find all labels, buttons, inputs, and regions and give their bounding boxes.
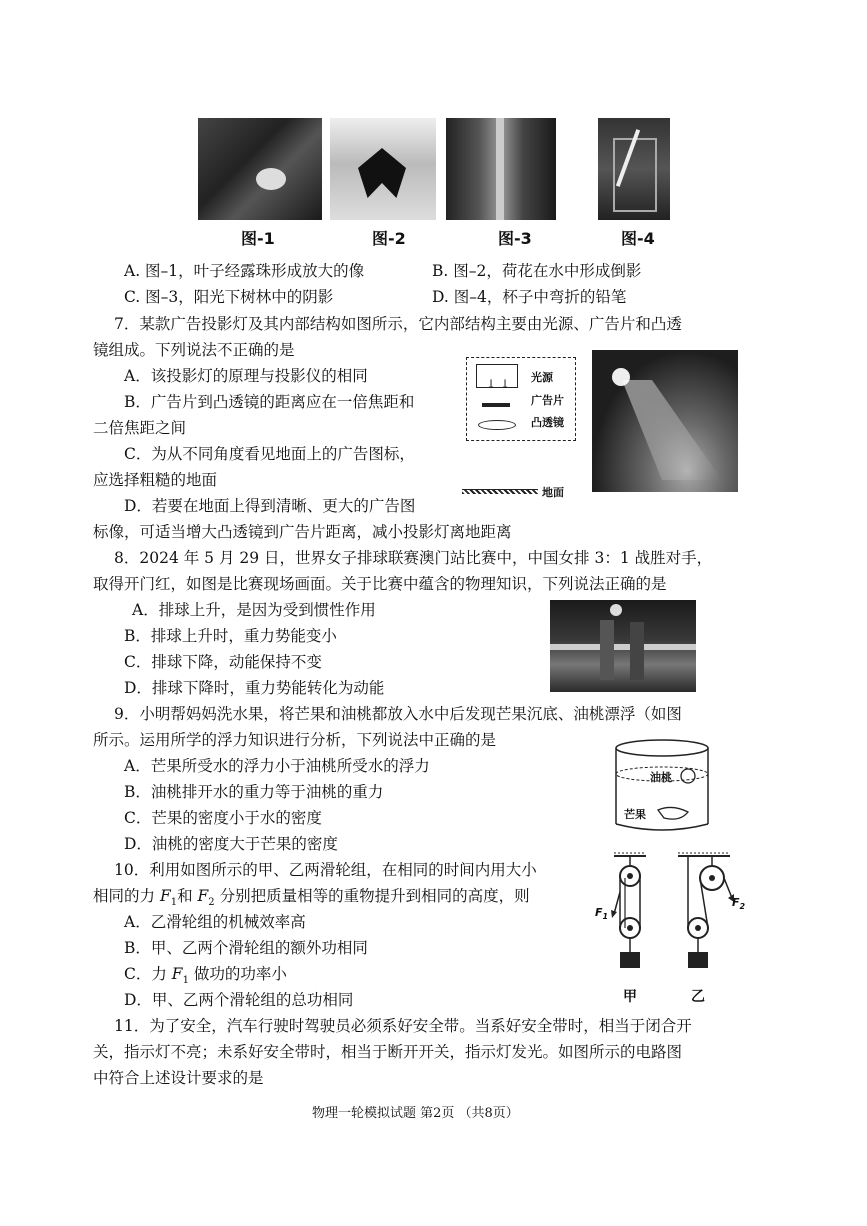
q7-option-d-2: 标像，可适当增大凸透镜到广告片距离，减小投影灯离地距离 bbox=[93, 523, 512, 541]
q9-stem-1: 9．小明帮妈妈洗水果，将芒果和油桃都放入水中后发现芒果沉底、油桃漂浮（如图 bbox=[114, 705, 682, 723]
page-footer: 物理一轮模拟试题 第2页 （共8页） bbox=[312, 1106, 519, 1121]
label-convex-lens: 凸透镜 bbox=[531, 416, 564, 429]
q10-f1-sub: 1 bbox=[170, 897, 178, 909]
q9-stem-2: 所示。运用所学的浮力知识进行分析，下列说法中正确的是 bbox=[93, 731, 497, 749]
figure-4-caption: 图-4 bbox=[621, 229, 655, 248]
label-light-source: 光源 bbox=[531, 371, 553, 384]
q7-stem-2: 镜组成。下列说法不正确的是 bbox=[93, 341, 295, 359]
figure-1-photo bbox=[198, 118, 322, 220]
q11-stem-2: 关，指示灯不亮；未系好安全带时，相当于断开开关，指示灯发光。如图所示的电路图 bbox=[93, 1043, 683, 1061]
label-f1 bbox=[595, 906, 608, 921]
q7-option-a: A．该投影灯的原理与投影仪的相同 bbox=[124, 367, 368, 385]
q10-option-c bbox=[124, 964, 287, 991]
arrow-right: ↓ bbox=[500, 377, 511, 391]
q7-stem-1: 7．某款广告投影灯及其内部结构如图所示，它内部结构主要由光源、广告片和凸透 bbox=[114, 315, 682, 333]
projector-photo bbox=[592, 350, 738, 492]
figure-2-photo bbox=[330, 118, 436, 220]
q10-stem-2b: 和 bbox=[177, 887, 198, 905]
q9-option-b: B．油桃排开水的重力等于油桃的重力 bbox=[124, 783, 384, 801]
q8-option-c: C．排球下降，动能保持不变 bbox=[124, 653, 322, 671]
volleyball-photo bbox=[550, 600, 696, 692]
q8-stem-2: 取得开门红，如图是比赛现场画面。关于比赛中蕴含的物理知识，下列说法正确的是 bbox=[93, 575, 667, 593]
q10-stem-2 bbox=[93, 886, 530, 913]
q7-option-b-1: B．广告片到凸透镜的距离应在一倍焦距和 bbox=[124, 393, 415, 411]
label-ad-film: 广告片 bbox=[531, 394, 564, 407]
q10-option-a: A．乙滑轮组的机械效率高 bbox=[124, 913, 306, 931]
q10-f2: F bbox=[197, 887, 209, 905]
light-source-box bbox=[476, 364, 518, 391]
q6-option-c: C. 图–3，阳光下树林中的阴影 bbox=[124, 288, 334, 306]
q9-option-a: A．芒果所受水的浮力小于油桃所受水的浮力 bbox=[124, 757, 430, 775]
q6-option-d: D. 图–4，杯子中弯折的铅笔 bbox=[432, 288, 627, 306]
q11-stem-3: 中符合上述设计要求的是 bbox=[93, 1069, 264, 1087]
q7-option-b-2: 二倍焦距之间 bbox=[93, 419, 187, 437]
q9-option-d: D．油桃的密度大于芒果的密度 bbox=[124, 835, 338, 853]
figure-4-photo bbox=[598, 118, 670, 220]
q7-option-c-1: C．为从不同角度看见地面上的广告图标， bbox=[124, 445, 415, 463]
label-f1-letter: F bbox=[595, 906, 603, 919]
arrow-left: ↓ bbox=[486, 377, 497, 391]
q10-f1: F bbox=[159, 887, 171, 905]
label-youtao: 油桃 bbox=[650, 771, 672, 784]
label-ground: 地面 bbox=[542, 486, 564, 499]
label-f2-letter: F bbox=[732, 896, 740, 909]
q6-option-b: B. 图–2，荷花在水中形成倒影 bbox=[432, 262, 642, 280]
figure-1-caption: 图-1 bbox=[241, 229, 275, 248]
label-yi: 乙 bbox=[691, 989, 705, 1005]
q11-stem-1: 11．为了安全，汽车行驶时驾驶员必须系好安全带。当系好安全带时，相当于闭合开 bbox=[114, 1017, 692, 1035]
ad-film-bar bbox=[482, 403, 510, 407]
q10-stem-2c: 分别把质量相等的重物提升到相同的高度，则 bbox=[214, 887, 530, 905]
q10-f2-sub: 2 bbox=[208, 897, 215, 909]
q10-c-f: F bbox=[171, 965, 183, 983]
figure-3-caption: 图-3 bbox=[498, 229, 532, 248]
label-mangguo: 芒果 bbox=[624, 808, 646, 821]
label-jia: 甲 bbox=[623, 989, 637, 1005]
label-f1-sub: 1 bbox=[602, 912, 609, 922]
q10-c-sub: 1 bbox=[182, 975, 189, 987]
q6-option-a: A. 图–1，叶子经露珠形成放大的像 bbox=[124, 262, 365, 280]
q8-stem-1: 8．2024 年 5 月 29 日，世界女子排球联赛澳门站比赛中，中国女排 3：1 战胜对手， bbox=[114, 549, 713, 567]
q8-option-d: D．排球下降时，重力势能转化为动能 bbox=[124, 679, 385, 697]
ground-hatch bbox=[462, 489, 538, 494]
q10-c-post: 做功的功率小 bbox=[188, 965, 287, 983]
convex-lens-shape bbox=[478, 420, 516, 430]
label-f2-sub: 2 bbox=[739, 902, 746, 912]
q10-c-pre: C．力 bbox=[124, 965, 172, 983]
q8-option-b: B．排球上升时，重力势能变小 bbox=[124, 627, 337, 645]
pulley-diagram bbox=[592, 852, 752, 980]
q8-option-a: A．排球上升，是因为受到惯性作用 bbox=[132, 601, 376, 619]
q10-option-d: D．甲、乙两个滑轮组的总功相同 bbox=[124, 991, 354, 1009]
figure-3-photo bbox=[446, 118, 556, 220]
q7-option-c-2: 应选择粗糙的地面 bbox=[93, 471, 218, 489]
q10-stem-2a: 相同的力 bbox=[93, 887, 160, 905]
figure-2-caption: 图-2 bbox=[372, 229, 406, 248]
q9-option-c: C．芒果的密度小于水的密度 bbox=[124, 809, 322, 827]
q10-stem-1: 10．利用如图所示的甲、乙两滑轮组，在相同的时间内用大小 bbox=[114, 861, 537, 879]
q7-option-d-1: D．若要在地面上得到清晰、更大的广告图 bbox=[124, 497, 416, 515]
label-f2 bbox=[732, 896, 745, 911]
q10-option-b: B．甲、乙两个滑轮组的额外功相同 bbox=[124, 939, 368, 957]
